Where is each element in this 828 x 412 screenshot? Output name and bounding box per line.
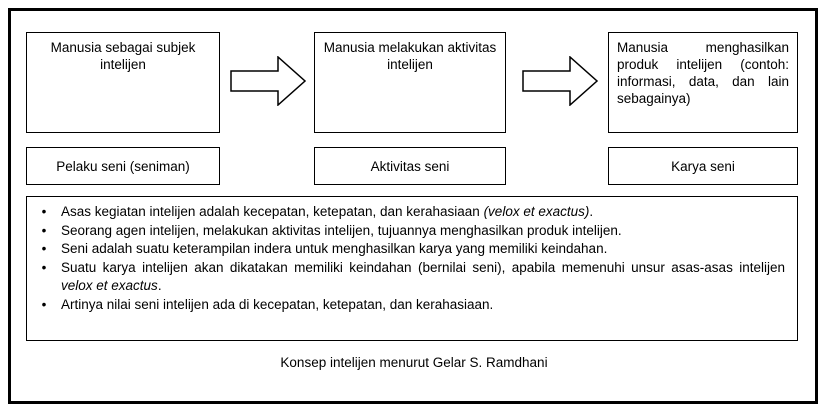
- block-right-arrow-icon: [230, 56, 306, 106]
- concept-box-activity-text: Manusia melakukan aktivitas intelijen: [323, 40, 497, 72]
- block-right-arrow-icon: [522, 56, 598, 106]
- list-item-text: Artinya nilai seni intelijen ada di kecepatan, ketepatan, dan kerahasiaan.: [61, 296, 494, 312]
- figure-caption: Konsep intelijen menurut Gelar S. Ramdhani: [280, 355, 548, 370]
- list-item-italic: (velox et exactus): [483, 204, 590, 219]
- label-box-art-activity-text: Aktivitas seni: [370, 158, 450, 174]
- bullet-icon: •: [41, 259, 47, 275]
- bullet-icon: •: [41, 296, 47, 312]
- list-item: [37, 222, 785, 241]
- list-item-italic: velox et exactus: [61, 278, 158, 293]
- list-item-suffix: .: [589, 204, 594, 219]
- notes-list: [37, 203, 785, 314]
- list-item-text: Seorang agen intelijen, melakukan aktivitas intelijen, tujuannya menghasilkan produk intelijen.: [61, 222, 622, 238]
- list-item-text: Asas kegiatan intelijen adalah kecepatan, ketepatan, dan kerahasiaan: [61, 204, 484, 219]
- list-item-text: Seni adalah suatu keterampilan indera untuk menghasilkan karya yang memiliki keindahan.: [61, 241, 608, 256]
- concept-box-subject: [26, 32, 220, 133]
- list-item-text: Suatu karya intelijen akan dikatakan memiliki keindahan (bernilai seni), apabila memenuhi unsur asas-asas intelijen: [61, 259, 785, 275]
- label-box-artwork-text: Karya seni: [671, 158, 735, 174]
- list-item: [37, 296, 785, 315]
- concept-box-subject-text: Manusia sebagai subjek intelijen: [50, 40, 196, 72]
- notes-box: [26, 196, 798, 341]
- list-item-suffix: .: [157, 278, 162, 293]
- label-box-art-activity: [314, 147, 506, 185]
- bullet-icon: •: [41, 241, 47, 256]
- label-box-artist: [26, 147, 220, 185]
- list-item: [37, 203, 785, 222]
- bullet-icon: •: [41, 204, 47, 219]
- bullet-icon: •: [41, 222, 47, 238]
- label-box-artwork: [608, 147, 798, 185]
- concept-box-activity: [314, 32, 506, 133]
- concept-box-product: [608, 32, 798, 133]
- concept-box-product-text: Manusia menghasilkan produk intelijen (contoh: informasi, data, dan lain sebagainya): [617, 40, 789, 106]
- label-box-artist-text: Pelaku seni (seniman): [56, 158, 190, 174]
- list-item: [37, 259, 785, 296]
- list-item: [37, 240, 785, 259]
